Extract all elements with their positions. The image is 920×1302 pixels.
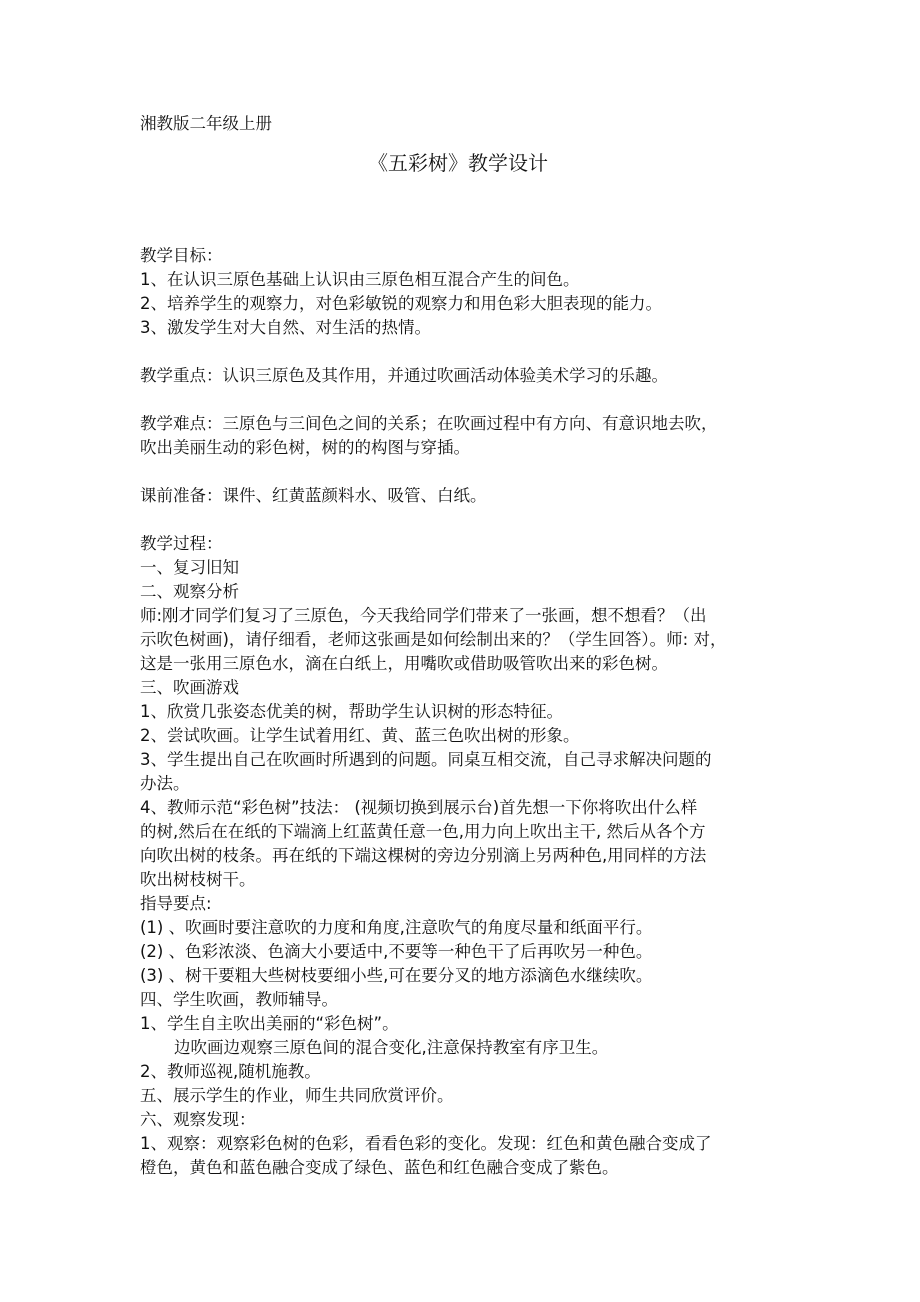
document-title: 《五彩树》教学设计 — [368, 151, 548, 175]
process-line: 吹出树枝树干。 — [140, 870, 256, 889]
publisher-label: 湘教版二年级上册 — [140, 114, 272, 133]
process-line: 1、欣赏几张姿态优美的树，帮助学生认识树的形态特征。 — [140, 702, 563, 721]
goal-item: 2、培养学生的观察力，对色彩敏锐的观察力和用色彩大胆表现的能力。 — [140, 294, 662, 313]
process-line: 1、学生自主吹出美丽的“彩色树”。 — [140, 1014, 399, 1033]
guidance-item: (2) 、色彩浓淡、色滴大小要适中,不要等一种色干了后再吹另一种色。 — [140, 942, 653, 961]
process-line: 一、复习旧知 — [140, 558, 239, 577]
difficulty-line: 吹出美丽生动的彩色树，树的的构图与穿插。 — [140, 438, 470, 457]
process-line: 示吹色树画)，请仔细看，老师这张画是如何绘制出来的？（学生回答）。师: 对， — [140, 630, 727, 649]
process-line: 二、观察分析 — [140, 582, 239, 601]
process-line: 办法。 — [140, 774, 190, 793]
process-line: 的树,然后在在纸的下端滴上红蓝黄任意一色,用力向上吹出主干, 然后从各个方 — [140, 822, 706, 841]
spacer — [140, 508, 788, 532]
goal-item: 1、在认识三原色基础上认识由三原色相互混合产生的间色。 — [140, 270, 580, 289]
process-line: 师:刚才同学们复习了三原色，今天我给同学们带来了一张画，想不想看？（出 — [140, 606, 707, 625]
process-line-indented: 边吹画边观察三原色间的混合变化,注意保持教室有序卫生。 — [174, 1038, 609, 1057]
difficulty-line: 教学难点：三原色与三间色之间的关系；在吹画过程中有方向、有意识地去吹， — [140, 414, 718, 433]
spacer — [140, 388, 788, 412]
guidance-item: (1) 、吹画时要注意吹的力度和角度,注意吹气的角度尽量和纸面平行。 — [140, 918, 653, 937]
process-line: 三、吹画游戏 — [140, 678, 239, 697]
guidance-item: (3) 、树干要粗大些树枝要细小些,可在要分叉的地方添滴色水继续吹。 — [140, 966, 653, 985]
process-line: 2、教师巡视,随机施教。 — [140, 1062, 321, 1081]
spacer — [140, 460, 788, 484]
key-point: 教学重点：认识三原色及其作用，并通过吹画活动体验美术学习的乐趣。 — [140, 366, 668, 385]
process-line: 4、教师示范“彩色树”技法： (视频切换到展示台)首先想一下你将吹出什么样 — [140, 798, 698, 817]
preparation: 课前准备：课件、红黄蓝颜料水、吸管、白纸。 — [140, 486, 487, 505]
goal-item: 3、激发学生对大自然、对生活的热情。 — [140, 318, 431, 337]
spacer — [140, 340, 788, 364]
process-line: 3、学生提出自己在吹画时所遇到的问题。同桌互相交流，自己寻求解决问题的 — [140, 750, 712, 769]
process-line: 这是一张用三原色水，滴在白纸上，用嘴吹或借助吸管吹出来的彩色树。 — [140, 654, 668, 673]
guidance-heading: 指导要点: — [140, 894, 212, 913]
process-line: 向吹出树的枝条。再在纸的下端这棵树的旁边分别滴上另两种色,用同样的方法 — [140, 846, 707, 865]
process-line: 六、观察发现： — [140, 1110, 256, 1129]
process-line: 五、展示学生的作业，师生共同欣赏评价。 — [140, 1086, 454, 1105]
process-line: 1、观察：观察彩色树的色彩，看看色彩的变化。发现：红色和黄色融合变成了 — [140, 1134, 712, 1153]
process-line: 四、学生吹画，教师辅导。 — [140, 990, 338, 1009]
process-heading: 教学过程： — [140, 534, 223, 553]
process-line: 橙色，黄色和蓝色融合变成了绿色、蓝色和红色融合变成了紫色。 — [140, 1158, 619, 1177]
goals-heading: 教学目标： — [140, 246, 223, 265]
process-line: 2、尝试吹画。让学生试着用红、黄、蓝三色吹出树的形象。 — [140, 726, 580, 745]
